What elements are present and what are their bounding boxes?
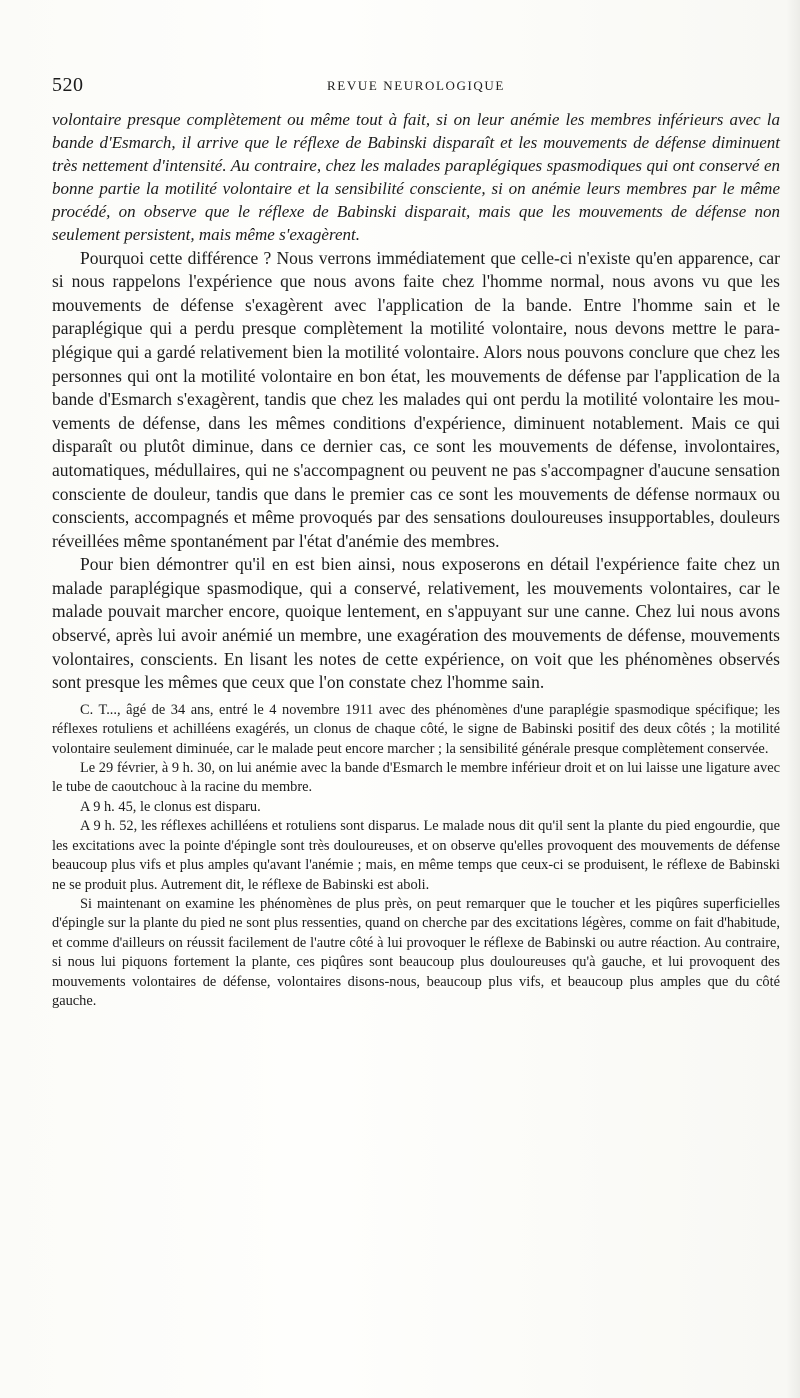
case-note-9h45: A 9 h. 45, le clonus est disparu. [80,798,261,815]
page-header [52,74,780,100]
italic-paragraph: volontaire presque complètement ou même tout à fait, si on leur anémie les membres inférieurs avec la bande d'Esmarch, il arrive que le réflexe de Babinski disparaît et les mouvements de défense diminuent très nettement d'intensité. Au contraire, chez les malades paraplégiques spasmodiques qui ont conservé en bonne partie la motilité volontaire et la sensibilité consciente, si on anémie leurs membres par le même procédé, on observe que le réflexe de Babinski disparait, mais que les mouvements de défense non seulement persistent, mais même s'exagèrent. [52,110,780,245]
case-note-patient: C. T..., âgé de 34 ans, entré le 4 novembre 1911 avec des phénomènes d'une paraplégie spasmodique spécifique; les réflexes rotuliens et achilléens exagérés, un clonus de chaque côté, le signe de Babinski positif des deux côtés ; la motilité volontaire seulement diminuée, car le malade peut encore marcher ; la sensibilité générale presque complètement conservée. [52,701,780,757]
page-number: 520 [52,74,84,96]
paragraph-experiment-intro: Pour bien démontrer qu'il en est bien ainsi, nous exposerons en détail l'expérience faite chez un malade paraplégique spasmodique, qui a conservé, relativement, les mouvements volontaires, car le malade pouvait marcher encore, quoique lentement, en s'appuyant sur une canne. Chez lui nous avons observé, après lui avoir anémié un membre, une exagération des mouvements de défense, mouvements volontaires, conscients. En lisant les notes de cette expérience, on voit que les phénomènes observés sont presque les mêmes que ceux que l'on constate chez l'homme sain. [52,554,780,693]
case-note-9h52: A 9 h. 52, les réflexes achilléens et rotuliens sont disparus. Le malade nous dit qu'il sent la plante du pied engourdie, que les excitations avec la pointe d'épingle sont très douloureuses, et on observe qu'elles provoquent des mouvements de défense beaucoup plus vifs et plus amples qu'avant l'anémie ; mais, en même temps que ceux-ci se produisent, le réflexe de Babinski ne se produit plus. Autrement dit, le réflexe de Babinski est aboli. [52,818,780,893]
running-title: REVUE NEUROLOGIQUE [327,78,505,93]
article-body [52,108,780,1011]
paragraph-difference: Pourquoi cette différence ? Nous verrons immédiatement que celle-ci n'existe qu'en apparence, car si nous rappelons l'expérience que nous avons faite chez l'homme normal, nous avons vu que les mouvements de défense s'exagèrent avec l'application de la bande. Entre l'homme sain et le paraplégique qui a perdu presque complètement la motilité volontaire, nous devons mettre le paraplégique qui a gardé relativement bien la motilité volontaire. Alors nous pouvons conclure que chez les personnes qui ont la motilité volontaire en bon état, les mouvements de défense par l'application de la bande d'Esmarch s'exagèrent, tandis que chez les malades qui ont perdu la motilité volontaire les mouvements de défense, dans les mêmes conditions d'expérience, diminuent notablement. Mais ce qui disparaît ou plutôt diminue, dans ce dernier cas, ce sont les mouvements de défense, involontaires, automatiques, médullaires, qui ne s'accompagnent ou peuvent ne pas s'accompagner d'aucune sensation consciente de douleur, tandis que dans le premier cas ce sont les mouvements de défense normaux ou conscients, accompagnés et même provoqués par des sensations douloureuses insupportables, douleurs réveillées même spontanément par l'état d'anémie des membres. [52,247,780,551]
case-note-closer-exam: Si maintenant on examine les phénomènes de plus près, on peut remarquer que le toucher et les piqûres superficielles d'épingle sur la plante du pied ne sont plus ressenties, quand on cherche par des excitations légères, comme on fait d'habitude, et comme d'ailleurs on réussit facilement de l'autre côté à lui provoquer le réflexe de Babinski ou autre réaction. Au contraire, si nous lui piquons fortement la plante, ces piqûres sont beaucoup plus douloureuses qu'à gauche, et lui provoquent des mouvements volontaires de défense, volontaires disons-nous, beaucoup plus vifs, et beaucoup plus amples que du côté gauche. [52,895,780,1009]
case-note-feb-29: Le 29 février, à 9 h. 30, on lui anémie avec la bande d'Esmarch le membre inférieur droit et on lui laisse une ligature avec le tube de caoutchouc à la racine du membre. [52,760,780,796]
page-edge-shadow [786,0,800,1398]
